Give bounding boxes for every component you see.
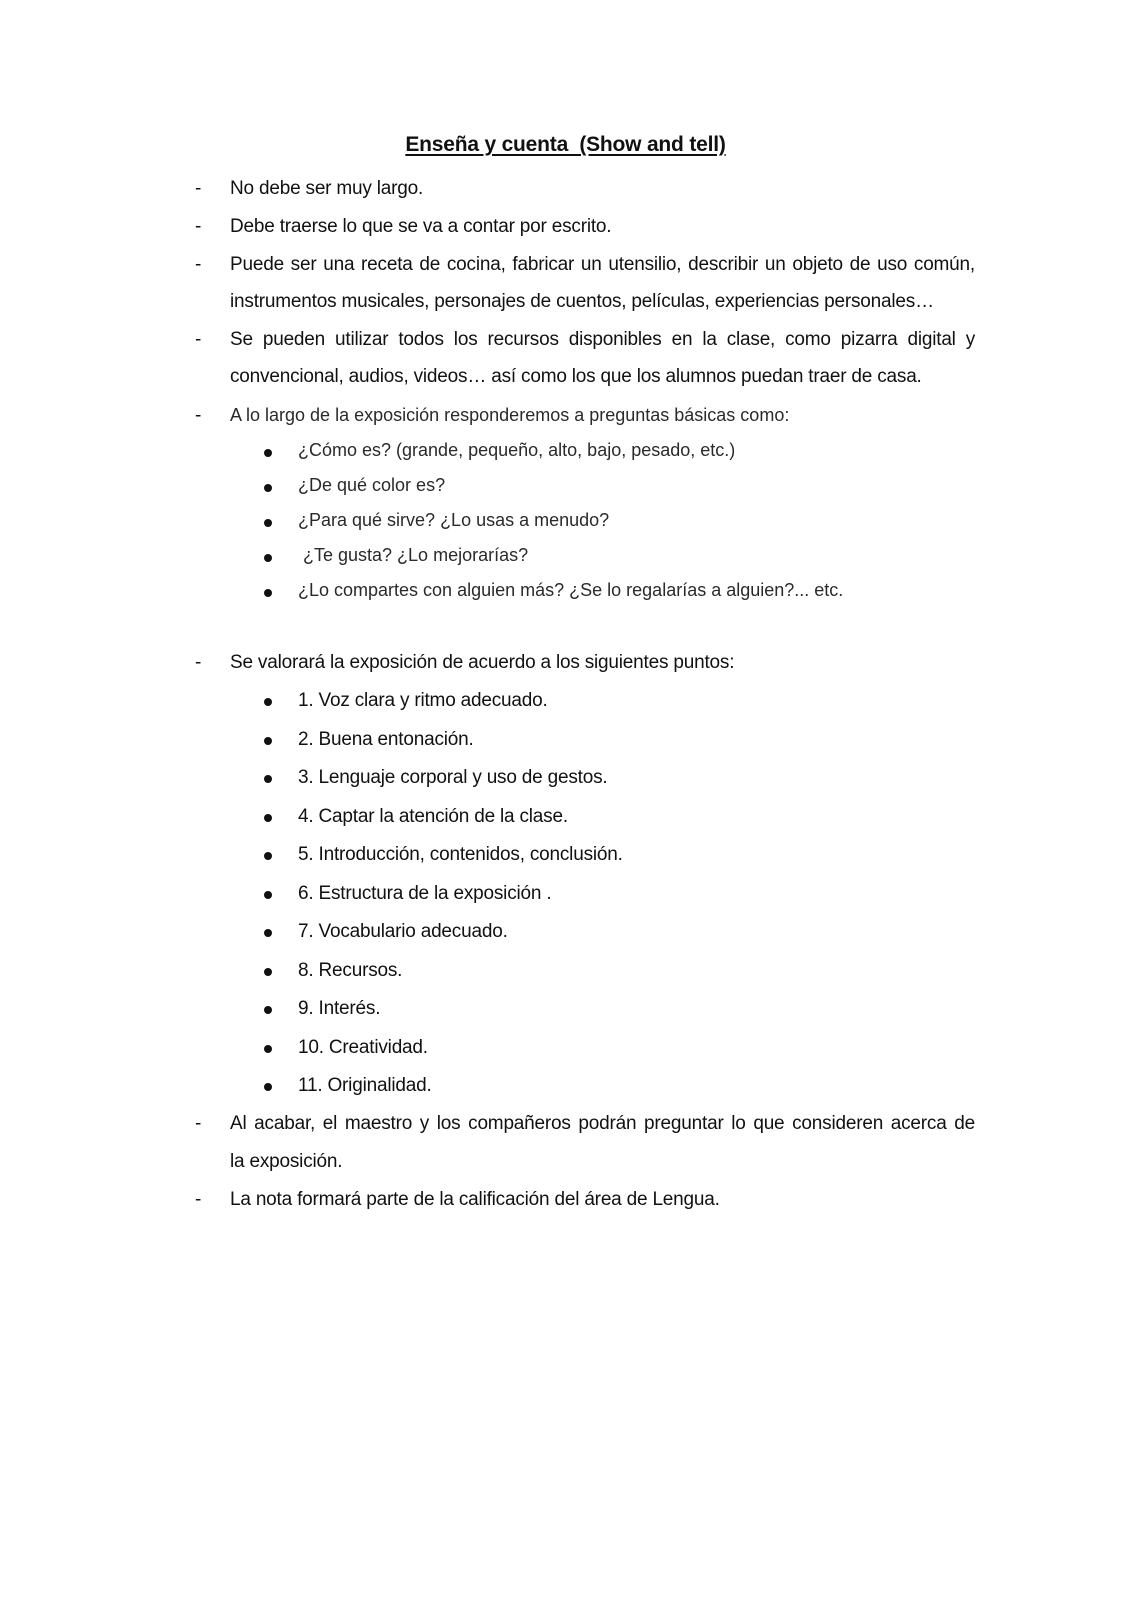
bullet-dot [264,891,272,899]
item-topics-line-1: Puede ser una receta de cocina, fabricar un utensilio, describir un objeto de uso común, [230,254,975,275]
criteria-item: 7. Vocabulario adecuado. [298,921,508,942]
bullet-dot [264,1006,272,1014]
bullet-dot [264,852,272,860]
item-resources-line-2: convencional, audios, videos… así como los que los alumnos puedan traer de casa. [230,366,922,387]
criteria-item: 4. Captar la atención de la clase. [298,806,568,827]
dash-marker: - [195,1189,202,1210]
bullet-dot [264,449,272,457]
dash-marker: - [195,329,202,350]
item-length-line: No debe ser muy largo. [230,178,424,199]
dash-marker: - [195,652,202,673]
dash-marker: - [195,405,202,426]
item-questions-after-line-2: la exposición. [230,1151,343,1172]
item-topics-line-2: instrumentos musicales, personajes de cuentos, películas, experiencias personales… [230,291,934,312]
question-item: ¿De qué color es? [298,475,446,495]
bullet-dot [264,1045,272,1053]
bullet-dot [264,737,272,745]
criteria-item: 1. Voz clara y ritmo adecuado. [298,690,548,711]
bullet-dot [264,929,272,937]
bullet-dot [264,589,272,597]
criteria-item: 11. Originalidad. [298,1075,432,1096]
criteria-item: 10. Creatividad. [298,1037,428,1058]
dash-marker: - [195,254,202,275]
bullet-dot [264,554,272,562]
bullet-dot [264,968,272,976]
item-questions-intro: A lo largo de la exposición responderemos a preguntas básicas como: [230,405,790,425]
criteria-item: 2. Buena entonación. [298,729,474,750]
bullet-dot [264,814,272,822]
criteria-item: 5. Introducción, contenidos, conclusión. [298,844,623,865]
question-item: ¿Lo compartes con alguien más? ¿Se lo regalarías a alguien?... etc. [298,580,844,600]
criteria-item: 6. Estructura de la exposición . [298,883,552,904]
question-item: ¿Te gusta? ¿Lo mejorarías? [298,545,529,565]
question-item: ¿Cómo es? (grande, pequeño, alto, bajo, pesado, etc.) [298,440,736,460]
criteria-item: 9. Interés. [298,998,381,1019]
dash-marker: - [195,178,202,199]
criteria-item: 3. Lenguaje corporal y uso de gestos. [298,767,608,788]
item-written-line: Debe traerse lo que se va a contar por escrito. [230,216,612,237]
bullet-dot [264,519,272,527]
criteria-item: 8. Recursos. [298,960,403,981]
dash-marker: - [195,1113,202,1134]
bullet-dot [264,698,272,706]
dash-marker: - [195,216,202,237]
question-item: ¿Para qué sirve? ¿Lo usas a menudo? [298,510,610,530]
page-title: Enseña y cuenta (Show and tell) [405,133,726,156]
bullet-dot [264,775,272,783]
item-grade-line: La nota formará parte de la calificación del área de Lengua. [230,1189,720,1210]
item-questions-after-line-1: Al acabar, el maestro y los compañeros podrán preguntar lo que consideren acerca de [230,1113,975,1134]
bullet-dot [264,1083,272,1091]
item-resources-line-1: Se pueden utilizar todos los recursos disponibles en la clase, como pizarra digital y [230,329,975,350]
item-criteria-intro: Se valorará la exposición de acuerdo a los siguientes puntos: [230,652,735,673]
bullet-dot [264,484,272,492]
